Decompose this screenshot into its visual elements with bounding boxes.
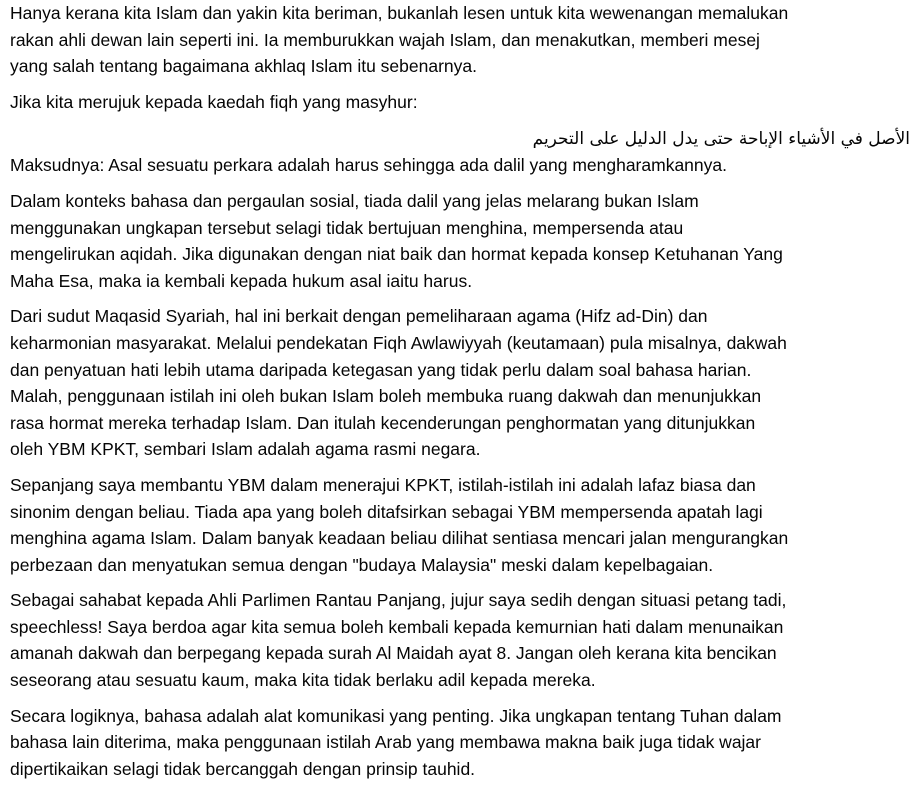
paragraph-social-context: Dalam konteks bahasa dan pergaulan sosial, tiada dalil yang jelas melarang bukan Islam menggunakan ungkapan tersebut selagi tidak bertujuan menghina, mempersenda atau mengelirukan aqidah. Jika digunakan dengan niat baik dan hormat kepada konsep Ketuhanan Yang Maha Esa, maka ia kembali kepada hukum asal iaitu harus. (10, 190, 783, 291)
arabic-quote: الأصل في الأشياء الإباحة حتى يدل الدليل على التحريم (532, 129, 910, 150)
paragraph-meaning: Maksudnya: Asal sesuatu perkara adalah harus sehingga ada dalil yang mengharamkannya. (10, 155, 727, 176)
paragraph-maqasid: Dari sudut Maqasid Syariah, hal ini berkait dengan pemeliharaan agama (Hifz ad-Din) dan keharmonian masyarakat. Melalui pendekatan Fiqh Awlawiyyah (keutamaan) pula misalnya, dakwah dan penyatuan hati lebih utama daripada ketegasan yang tidak perlu dalam soal bahasa harian. Malah, penggunaan istilah ini oleh bukan Islam boleh membuka ruang dakwah dan menunjukkan rasa hormat mereka terhadap Islam. Dan itulah kecenderungan penghormatan yang ditunjukkan oleh YBM KPKT, sembari Islam adalah agama rasmi negara. (10, 306, 787, 460)
paragraph-fiqh-intro: Jika kita merujuk kepada kaedah fiqh yang masyhur: (10, 91, 418, 112)
paragraph-logic: Secara logiknya, bahasa adalah alat komunikasi yang penting. Jika ungkapan tentang Tuhan dalam bahasa lain diterima, maka penggunaan istilah Arab yang membawa makna baik juga tidak wajar dipertikaikan selagi tidak bercanggah dengan prinsip tauhid. (10, 705, 782, 779)
paragraph-kpkt: Sepanjang saya membantu YBM dalam menerajui KPKT, istilah-istilah ini adalah lafaz biasa dan sinonim dengan beliau. Tiada apa yang boleh ditafsirkan sebagai YBM mempersenda apatah lagi menghina agama Islam. Dalam banyak keadaan beliau dilihat sentiasa mencari jalan mengurangkan perbezaan dan menyatukan semua dengan "budaya Malaysia" meski dalam kepelbagaian. (10, 474, 789, 575)
paragraph-intro: Hanya kerana kita Islam dan yakin kita beriman, bukanlah lesen untuk kita wewenangan memalukan rakan ahli dewan lain seperti ini. Ia memburukkan wajah Islam, dan menakutkan, memberi mesej yang salah tentang bagaimana akhlaq Islam itu sebenarnya. (10, 3, 789, 77)
paragraph-rantau-panjang: Sebagai sahabat kepada Ahli Parlimen Rantau Panjang, jujur saya sedih dengan situasi petang tadi, speechless! Saya berdoa agar kita semua boleh kembali kepada kemurnian hati dalam menunaikan amanah dakwah dan berpegang kepada surah Al Maidah ayat 8. Jangan oleh kerana kita bencikan seseorang atau sesuatu kaum, maka kita tidak berlaku adil kepada mereka. (10, 590, 787, 691)
post-body (10, 0, 910, 782)
